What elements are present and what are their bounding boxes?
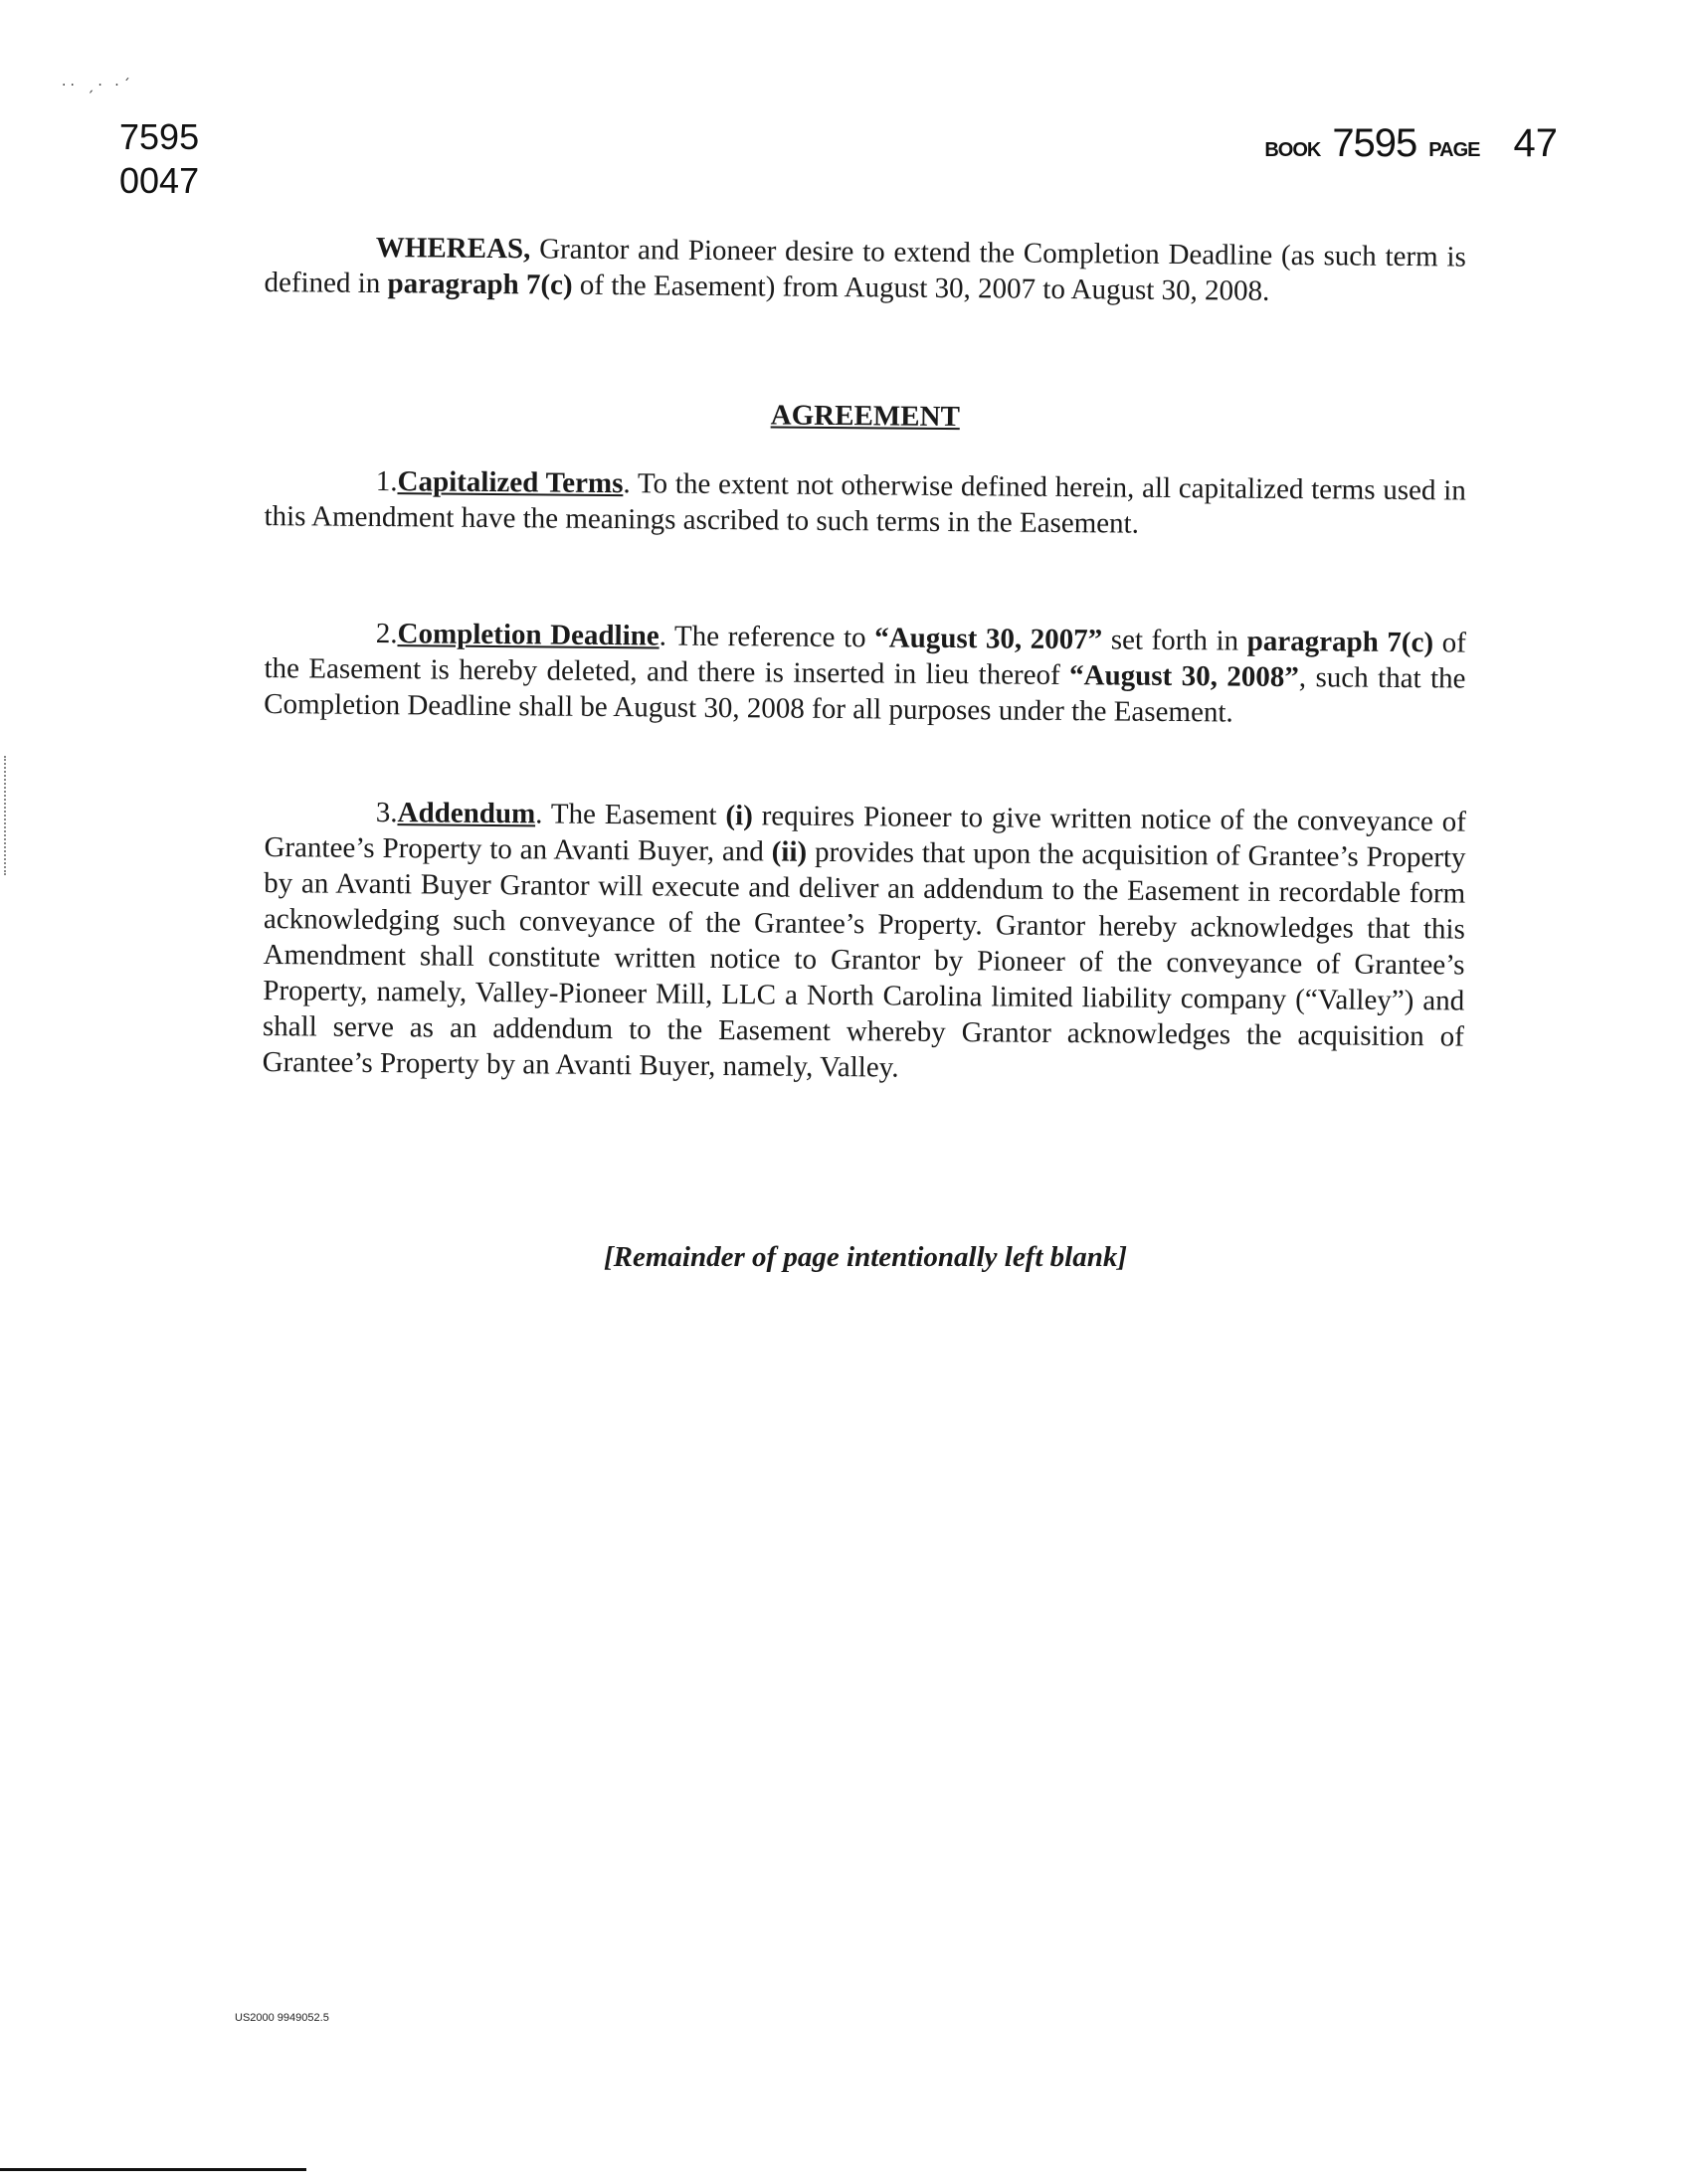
whereas-text-2: of the Easement) from August 30, 2007 to August 30, 2008.	[579, 269, 1270, 307]
section-1-text: To the extent not otherwise defined herein, all capitalized terms used in this Amendment have the meanings ascribed to such terms in the Easement.	[264, 467, 1466, 540]
section-2-bold-1: “August 30, 2007”	[874, 622, 1103, 656]
page-number: 47	[1513, 121, 1558, 165]
whereas-paragraph	[264, 229, 1466, 311]
section-2-title: Completion Deadline	[397, 618, 659, 652]
scan-specks: ·· ˏ· ·ˊ	[62, 78, 134, 93]
section-3-text-3: provides that upon the acquisition of Grantee’s Property by an Avanti Buyer Grantor will execute and deliver an addendum to the Easement in recordable form acknowledging such conveyance of the Grantee’s Property. Grantor hereby acknowledges that this Amendment shall constitute written notice to Grantor by Pioneer of the conveyance of Grantee’s Property, namely, Valley-Pioneer Mill, LLC a North Carolina limited liability company (“Valley”) and shall serve as an addendum to the Easement whereby Grantor acknowledges the acquisition of Grantee’s Property by an Avanti Buyer, namely, Valley.	[262, 835, 1466, 1084]
agreement-heading: AGREEMENT	[770, 399, 961, 434]
section-2-number: 2.	[375, 617, 398, 650]
whereas-lead: WHEREAS,	[375, 231, 531, 266]
section-2-text-4: , such that the Completion Deadline shall be August 30, 2008 for all purposes under the Easement.	[264, 661, 1466, 729]
left-stamp	[119, 115, 199, 203]
section-2-bold-2: paragraph 7(c)	[1246, 625, 1434, 659]
scan-margin-marks	[4, 756, 8, 875]
whereas-bold-ref: paragraph 7(c)	[387, 268, 573, 301]
section-3-text-2: requires Pioneer to give written notice of the conveyance of Grantee’s Property to an Avanti Buyer, and	[264, 800, 1466, 868]
section-3-number: 3.	[375, 796, 398, 829]
book-label: BOOK	[1264, 139, 1321, 161]
section-2: 2.Completion Deadline. The reference to “August 30, 2007” set forth in paragraph 7(c) of the Easement is hereby deleted, and there is inserted in lieu thereof “August 30, 2008”, such that the Completion Deadline shall be August 30, 2008 for all purposes under the Easement.	[264, 617, 1466, 729]
section-2-bold-3: “August 30, 2008”	[1068, 659, 1300, 694]
section-3-bold-2: (ii)	[771, 835, 808, 868]
bottom-rule	[0, 2168, 306, 2171]
section-2-text-2: set forth in	[1110, 624, 1239, 657]
stamp-page-number: 0047	[119, 160, 200, 201]
section-3: 3.Addendum. The Easement (i) requires Pioneer to give written notice of the conveyance of Grantee’s Property to an Avanti Buyer, and (ii) provides that upon the acquisition of Grantee’s Property by an Avanti Buyer Grantor will execute and deliver an addendum to the Easement in recordable form acknowledging such conveyance of the Grantee’s Property. Grantor hereby acknowledges that this Amendment shall constitute written notice to Grantor by Pioneer of the conveyance of Grantee’s Property, namely, Valley-Pioneer Mill, LLC a North Carolina limited liability company (“Valley”) and shall serve as an addendum to the Easement whereby Grantor acknowledges the acquisition of Grantee’s Property by an Avanti Buyer, namely, Valley.	[262, 796, 1466, 1084]
stamp-book-number: 7595	[119, 116, 200, 157]
remainder-note: [Remainder of page intentionally left blank]	[603, 1241, 1127, 1273]
page-label: PAGE	[1428, 139, 1480, 161]
section-1-title: Capitalized Terms	[397, 465, 624, 500]
whereas-text-1: Grantor and Pioneer desire to extend the Completion Deadline (as such term is defined in	[264, 233, 1466, 300]
section-1: 1.Capitalized Terms. To the extent not otherwise defined herein, all capitalized terms used in this Amendment have the meanings ascribed to such terms in the Easement.	[264, 464, 1466, 540]
section-3-text-1: The Easement	[550, 798, 717, 831]
book-page-header	[1264, 121, 1558, 166]
section-2-text-1: The reference to	[673, 620, 866, 654]
section-3-title: Addendum	[397, 797, 536, 830]
book-number: 7595	[1332, 121, 1417, 165]
section-1-number: 1.	[375, 464, 398, 498]
section-2-text-3: of the Easement is hereby deleted, and there is inserted in lieu thereof	[264, 627, 1466, 691]
section-3-bold-1: (i)	[725, 800, 753, 832]
document-footer-id: US2000 9949052.5	[235, 2012, 329, 2024]
